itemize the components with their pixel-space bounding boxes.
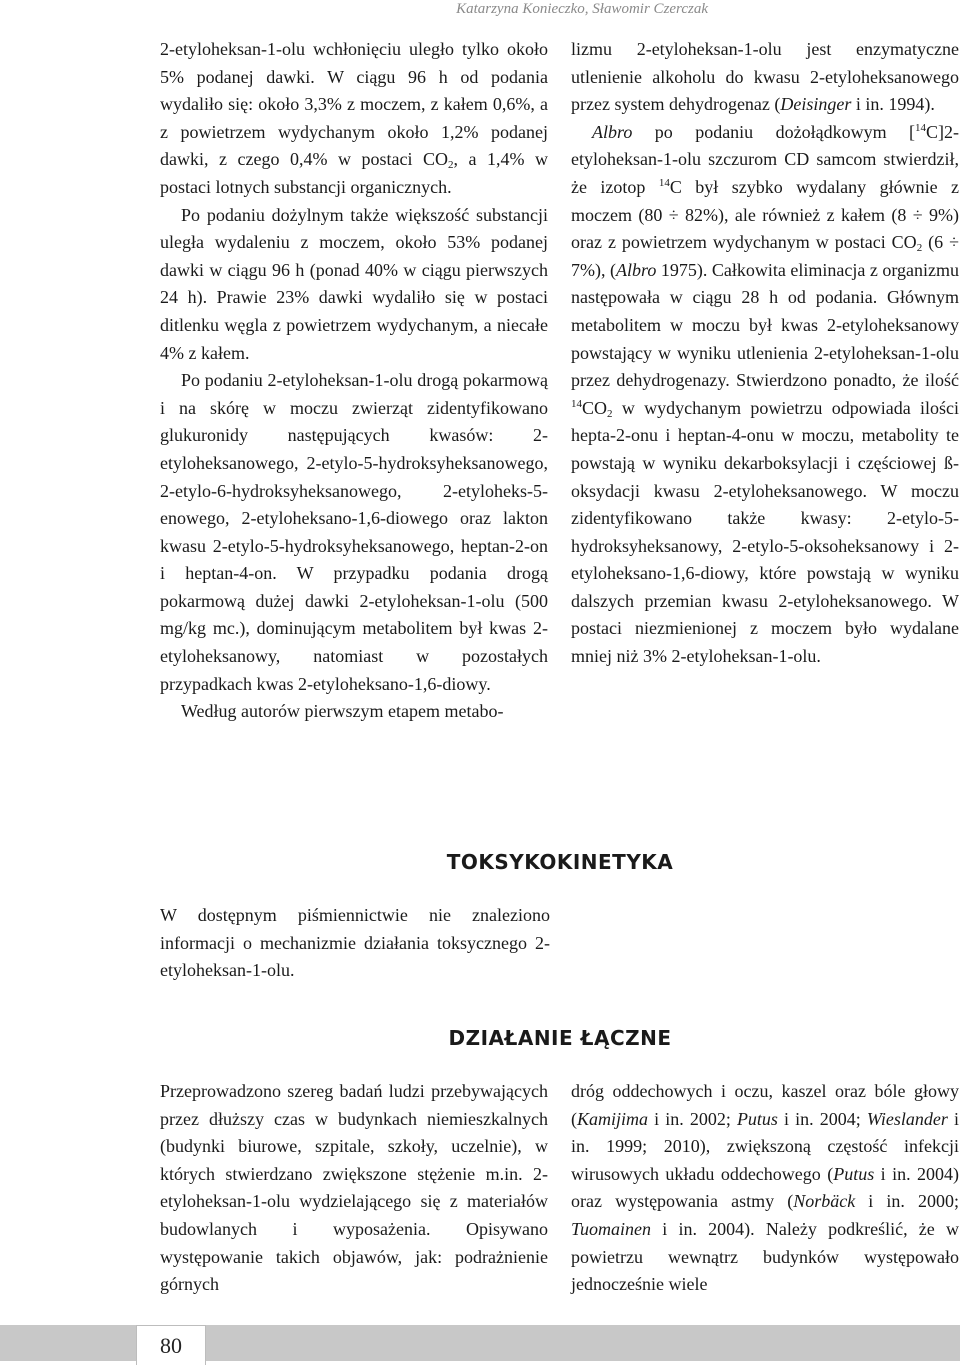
text-segment: (6 ÷ 7%), ( xyxy=(571,232,959,280)
text-segment: dróg oddechowych i oczu, kaszel oraz bóle głowy ( xyxy=(571,1081,959,1129)
text-segment: i in. 2004). Należy podkreślić, że w powietrzu wewnątrz budynków występowało jednocześnie wiele xyxy=(571,1218,959,1295)
text-segment: i in. 1999; 2010), zwiększoną częstość infekcji wirusowych układu oddechowego ( xyxy=(571,1108,959,1184)
text-segment: i in. 2002; xyxy=(648,1108,737,1129)
citation-author: Deisinger xyxy=(780,94,852,115)
metabolism-column-left xyxy=(160,36,548,726)
text-segment: i in. 2004) oraz występowania astmy ( xyxy=(571,1163,959,1212)
superscript: 14 xyxy=(571,397,582,410)
text-segment: , a 1,4% w postaci lotnych substancji organicznych. xyxy=(160,149,548,197)
page-number: 80 xyxy=(136,1325,206,1365)
text-segment: C]2-etyloheksan-1-olu szczurom CD samcom stwierdził, że izotop xyxy=(571,121,959,197)
metabolism-paragraph-4-end xyxy=(571,36,959,119)
citation-author: Norbäck xyxy=(793,1191,856,1212)
combined-paragraph-start: Przeprowadzono szereg badań ludzi przebywających przez dłuższy czas w budynkach niemieszkalnych (budynki biurowe, szpitale, szkoły, uczelnie), w których stwierdzano zwiększone stężenie m.in. 2-etyloheksan-1-olu wydzielającego się z materiałów budowlanych i wyposażenia. Opisywano występowanie takich objawów, jak: podrażnienie górnych xyxy=(160,1081,548,1295)
subscript: 2 xyxy=(447,159,454,172)
text-segment: w wydychanym powietrzu odpowiada ilości hepta-2-onu i heptan-4-onu w moczu, metabolity te powstają w wyniku dekarboksylacji i częściowej ß-oksydacji kwasu 2-etyloheksanowego. W moczu zidentyfikowano także kwasy: 2-etylo-5-hydroksyheksanowy, 2-etylo-5-oksoheksanowy i 2-etyloheksano-1,6-diowy, które powstają w wyniku dalszych przemian kwasu 2-etyloheksanowego. W postaci niezmienionej z moczem było wydalane mniej niż 3% 2-etyloheksan-1-olu. xyxy=(571,397,959,667)
metabolism-paragraph-5 xyxy=(571,119,959,671)
toxicokinetics-text: W dostępnym piśmiennictwie nie znaleziono informacji o mechanizmie działania toksycznego 2-etyloheksan-1-olu. xyxy=(160,905,550,981)
superscript: 14 xyxy=(658,176,670,189)
metabolism-paragraph-4-start: Według autorów pierwszym etapem metabo- xyxy=(181,701,504,722)
text-segment: C był szybko wydalany głównie z moczem (80 ÷ 82%), ale również z kałem (8 ÷ 9%) oraz z powietrzem wydychanym w postaci CO xyxy=(571,176,959,253)
citation-author: Kamijima xyxy=(577,1108,649,1129)
citation-author: Putus xyxy=(736,1108,778,1129)
metabolism-paragraph-1 xyxy=(160,36,548,202)
citation-author: Wieslander xyxy=(866,1108,948,1129)
text-segment: i in. 2000; xyxy=(855,1191,959,1212)
superscript: 14 xyxy=(915,121,926,134)
text-segment: i in. 2004; xyxy=(777,1108,867,1129)
text-segment: CO xyxy=(582,397,608,418)
text-segment: po podaniu dożołądkowym [ xyxy=(632,121,915,142)
section-heading-toxicokinetics: TOKSYKOKINETYKA xyxy=(446,850,674,874)
citation-author: Tuomainen xyxy=(571,1218,652,1239)
citation-author: Putus xyxy=(833,1163,875,1184)
metabolism-column-right xyxy=(571,36,959,671)
metabolism-paragraph-2: Po podaniu dożylnym także większość substancji uległa wydaleniu z moczem, około 53% podanej dawki w ciągu 96 h (ponad 40% w ciągu pierwszych 24 h). Prawie 23% dawki wydaliło się w postaci ditlenku węgla z powietrzem wydychanym, a niecałe 4% z kałem. xyxy=(160,204,548,363)
text-segment: i in. 1994). xyxy=(851,94,935,115)
toxicokinetics-paragraph xyxy=(160,902,550,985)
subscript: 2 xyxy=(607,407,613,420)
running-header-authors: Katarzyna Konieczko, Sławomir Czerczak xyxy=(456,1,708,17)
subscript: 2 xyxy=(916,242,923,255)
section-heading-combined-action: DZIAŁANIE ŁĄCZNE xyxy=(448,1026,672,1050)
citation-author: Albro xyxy=(592,121,633,142)
citation-author: Albro xyxy=(616,259,657,280)
combined-column-right xyxy=(571,1078,959,1299)
text-segment: 2-etyloheksan-1-olu wchłonięciu uległo tylko około 5% podanej dawki. W ciągu 96 h od podania wydaliło się: około 3,3% z moczem, z kałem 0,6%, a z powietrzem wydychanym około 1,2% podanej dawki, z czego 0,4% w postaci CO xyxy=(160,39,548,170)
metabolism-paragraph-3: Po podaniu 2-etyloheksan-1-olu drogą pokarmową i na skórę w moczu zwierząt zidentyfikowano glukuronidy następujących kwasów: 2-etyloheksanowego, 2-etylo-5-hydroksyheksanowego, 2-etylo-6-hydroksyheksanowego, 2-etyloheks-5-enowego, 2-etyloheksano-1,6-diowego oraz lakton kwasu 2-etylo-5-hydroksyheksanowego, heptan-2-on i heptan-4-on. W przypadku podania drogą pokarmową dużej dawki 2-etyloheksan-1-olu (500 mg/kg mc.), dominującym metabolitem był kwas 2-etyloheksanowy, natomiast w pozostałych przypadkach kwas 2-etyloheksano-1,6-diowy. xyxy=(160,370,548,694)
combined-paragraph-end xyxy=(571,1078,959,1299)
text-segment: 1975). Całkowita eliminacja z organizmu następowała w ciągu 28 h od podania. Głównym metabolitem w moczu był kwas 2-etyloheksanowy powstający w wyniku utlenienia 2-etyloheksan-1-olu przez dehydrogenazy. Stwierdzono ponadto, że ilość xyxy=(571,259,959,391)
text-segment: lizmu 2-etyloheksan-1-olu jest enzymatyczne utlenienie alkoholu do kwasu 2-etyloheksanowego przez system dehydrogenaz ( xyxy=(571,39,959,115)
combined-column-left xyxy=(160,1078,548,1299)
